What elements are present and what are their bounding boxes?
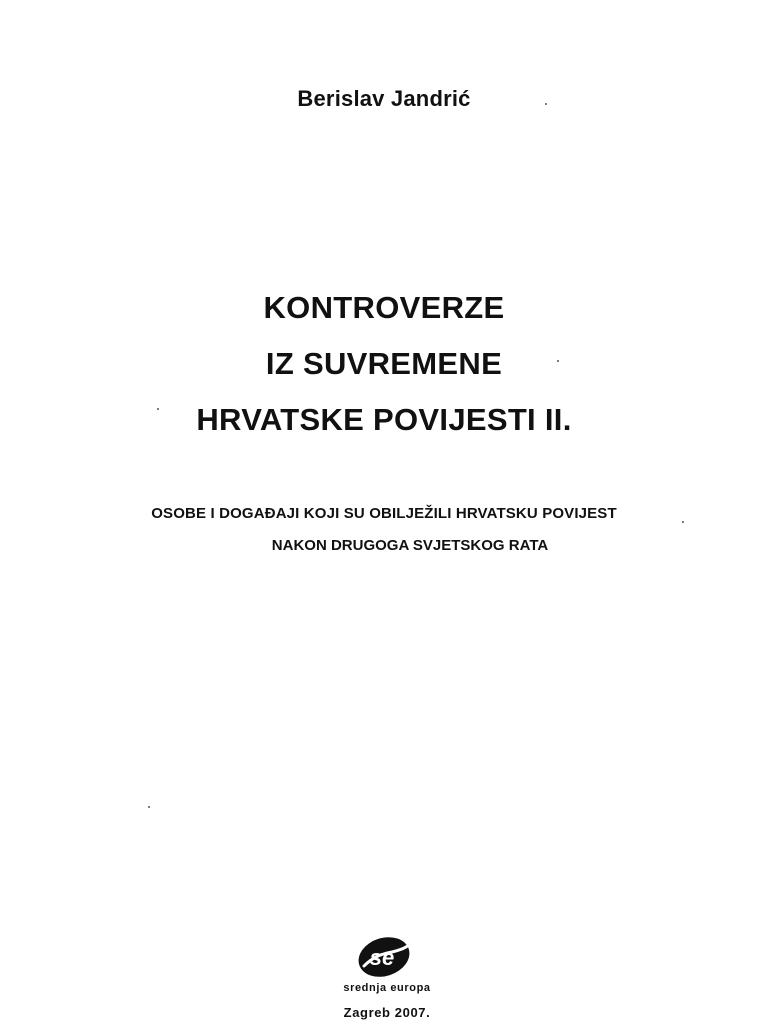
scan-speck (148, 806, 150, 808)
publisher-name: srednja europa (343, 982, 431, 994)
scan-speck (545, 103, 547, 105)
publisher-block (0, 934, 768, 1020)
title-line: HRVATSKE POVIJESTI II. (196, 402, 572, 437)
se-logo-icon (352, 934, 416, 980)
logo-text: se (369, 945, 395, 970)
title-line: KONTROVERZE (263, 290, 505, 325)
title-line: IZ SUVREMENE (265, 346, 503, 381)
scan-speck (157, 408, 159, 410)
place-year: Zagreb 2007. (343, 1005, 431, 1020)
author-name: Berislav Jandrić (297, 86, 471, 111)
book-subtitle (0, 498, 768, 562)
scan-speck (557, 360, 559, 362)
book-title (0, 280, 768, 448)
subtitle-line: OSOBE I DOGAĐAJI KOJI SU OBILJEŽILI HRVATSKU POVIJEST (151, 505, 617, 522)
subtitle-line: NAKON DRUGOGA SVJETSKOG RATA (271, 537, 549, 554)
scan-speck (682, 521, 684, 523)
